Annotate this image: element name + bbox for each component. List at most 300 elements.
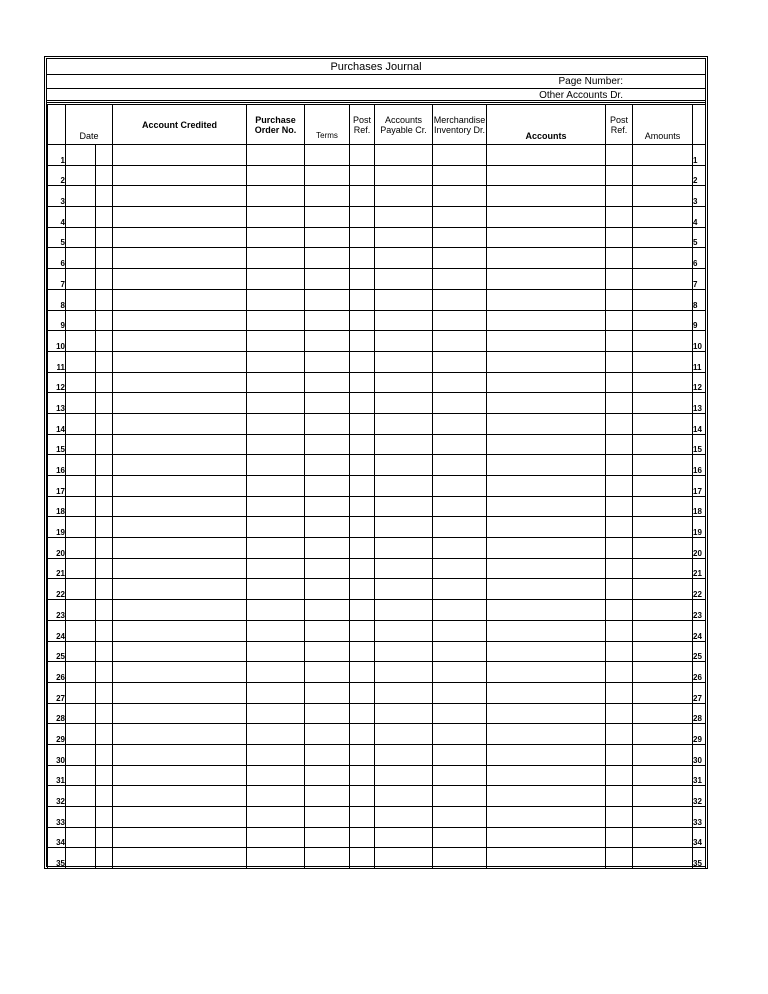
accounts-cell[interactable] xyxy=(487,455,606,476)
accounts-cell[interactable] xyxy=(487,724,606,745)
date-day-cell[interactable] xyxy=(96,517,113,538)
accounts-cell[interactable] xyxy=(487,662,606,683)
accounts-payable-cell[interactable] xyxy=(375,620,433,641)
purchase-order-cell[interactable] xyxy=(247,807,305,828)
terms-cell[interactable] xyxy=(305,413,350,434)
date-month-cell[interactable] xyxy=(66,807,96,828)
post-ref-2-cell[interactable] xyxy=(606,393,633,414)
date-day-cell[interactable] xyxy=(96,413,113,434)
merchandise-inventory-cell[interactable] xyxy=(433,310,487,331)
date-day-cell[interactable] xyxy=(96,331,113,352)
merchandise-inventory-cell[interactable] xyxy=(433,848,487,869)
amount-cell[interactable] xyxy=(633,186,693,207)
merchandise-inventory-cell[interactable] xyxy=(433,289,487,310)
post-ref-cell[interactable] xyxy=(350,538,375,559)
account-credited-cell[interactable] xyxy=(113,682,247,703)
accounts-payable-cell[interactable] xyxy=(375,641,433,662)
post-ref-2-cell[interactable] xyxy=(606,165,633,186)
account-credited-cell[interactable] xyxy=(113,724,247,745)
purchase-order-cell[interactable] xyxy=(247,662,305,683)
accounts-cell[interactable] xyxy=(487,579,606,600)
post-ref-2-cell[interactable] xyxy=(606,145,633,166)
account-credited-cell[interactable] xyxy=(113,372,247,393)
merchandise-inventory-cell[interactable] xyxy=(433,455,487,476)
date-month-cell[interactable] xyxy=(66,248,96,269)
merchandise-inventory-cell[interactable] xyxy=(433,434,487,455)
merchandise-inventory-cell[interactable] xyxy=(433,579,487,600)
purchase-order-cell[interactable] xyxy=(247,641,305,662)
merchandise-inventory-cell[interactable] xyxy=(433,331,487,352)
date-day-cell[interactable] xyxy=(96,393,113,414)
accounts-payable-cell[interactable] xyxy=(375,289,433,310)
post-ref-2-cell[interactable] xyxy=(606,331,633,352)
amount-cell[interactable] xyxy=(633,827,693,848)
account-credited-cell[interactable] xyxy=(113,186,247,207)
date-month-cell[interactable] xyxy=(66,827,96,848)
account-credited-cell[interactable] xyxy=(113,227,247,248)
date-day-cell[interactable] xyxy=(96,351,113,372)
post-ref-2-cell[interactable] xyxy=(606,558,633,579)
purchase-order-cell[interactable] xyxy=(247,517,305,538)
merchandise-inventory-cell[interactable] xyxy=(433,248,487,269)
accounts-payable-cell[interactable] xyxy=(375,827,433,848)
post-ref-2-cell[interactable] xyxy=(606,517,633,538)
date-day-cell[interactable] xyxy=(96,372,113,393)
terms-cell[interactable] xyxy=(305,269,350,290)
accounts-cell[interactable] xyxy=(487,827,606,848)
post-ref-2-cell[interactable] xyxy=(606,827,633,848)
account-credited-cell[interactable] xyxy=(113,207,247,228)
post-ref-2-cell[interactable] xyxy=(606,703,633,724)
terms-cell[interactable] xyxy=(305,351,350,372)
post-ref-cell[interactable] xyxy=(350,848,375,869)
post-ref-2-cell[interactable] xyxy=(606,662,633,683)
amount-cell[interactable] xyxy=(633,393,693,414)
post-ref-cell[interactable] xyxy=(350,641,375,662)
post-ref-2-cell[interactable] xyxy=(606,372,633,393)
post-ref-cell[interactable] xyxy=(350,372,375,393)
accounts-payable-cell[interactable] xyxy=(375,682,433,703)
account-credited-cell[interactable] xyxy=(113,579,247,600)
post-ref-cell[interactable] xyxy=(350,186,375,207)
date-day-cell[interactable] xyxy=(96,207,113,228)
account-credited-cell[interactable] xyxy=(113,827,247,848)
date-month-cell[interactable] xyxy=(66,351,96,372)
merchandise-inventory-cell[interactable] xyxy=(433,393,487,414)
terms-cell[interactable] xyxy=(305,496,350,517)
date-day-cell[interactable] xyxy=(96,662,113,683)
terms-cell[interactable] xyxy=(305,186,350,207)
date-month-cell[interactable] xyxy=(66,765,96,786)
date-day-cell[interactable] xyxy=(96,724,113,745)
amount-cell[interactable] xyxy=(633,662,693,683)
accounts-cell[interactable] xyxy=(487,538,606,559)
accounts-cell[interactable] xyxy=(487,807,606,828)
merchandise-inventory-cell[interactable] xyxy=(433,600,487,621)
date-month-cell[interactable] xyxy=(66,331,96,352)
date-day-cell[interactable] xyxy=(96,744,113,765)
date-day-cell[interactable] xyxy=(96,558,113,579)
merchandise-inventory-cell[interactable] xyxy=(433,186,487,207)
date-month-cell[interactable] xyxy=(66,227,96,248)
merchandise-inventory-cell[interactable] xyxy=(433,827,487,848)
accounts-payable-cell[interactable] xyxy=(375,186,433,207)
amount-cell[interactable] xyxy=(633,682,693,703)
accounts-payable-cell[interactable] xyxy=(375,703,433,724)
terms-cell[interactable] xyxy=(305,248,350,269)
purchase-order-cell[interactable] xyxy=(247,248,305,269)
amount-cell[interactable] xyxy=(633,269,693,290)
terms-cell[interactable] xyxy=(305,807,350,828)
merchandise-inventory-cell[interactable] xyxy=(433,682,487,703)
merchandise-inventory-cell[interactable] xyxy=(433,476,487,497)
terms-cell[interactable] xyxy=(305,434,350,455)
date-day-cell[interactable] xyxy=(96,476,113,497)
date-day-cell[interactable] xyxy=(96,620,113,641)
purchase-order-cell[interactable] xyxy=(247,351,305,372)
accounts-cell[interactable] xyxy=(487,620,606,641)
date-month-cell[interactable] xyxy=(66,786,96,807)
account-credited-cell[interactable] xyxy=(113,310,247,331)
date-month-cell[interactable] xyxy=(66,165,96,186)
accounts-cell[interactable] xyxy=(487,848,606,869)
account-credited-cell[interactable] xyxy=(113,786,247,807)
account-credited-cell[interactable] xyxy=(113,620,247,641)
amount-cell[interactable] xyxy=(633,310,693,331)
amount-cell[interactable] xyxy=(633,600,693,621)
purchase-order-cell[interactable] xyxy=(247,620,305,641)
post-ref-cell[interactable] xyxy=(350,579,375,600)
amount-cell[interactable] xyxy=(633,434,693,455)
account-credited-cell[interactable] xyxy=(113,248,247,269)
accounts-cell[interactable] xyxy=(487,744,606,765)
accounts-payable-cell[interactable] xyxy=(375,538,433,559)
post-ref-cell[interactable] xyxy=(350,600,375,621)
post-ref-2-cell[interactable] xyxy=(606,207,633,228)
post-ref-cell[interactable] xyxy=(350,455,375,476)
account-credited-cell[interactable] xyxy=(113,455,247,476)
accounts-payable-cell[interactable] xyxy=(375,310,433,331)
date-day-cell[interactable] xyxy=(96,600,113,621)
accounts-cell[interactable] xyxy=(487,186,606,207)
post-ref-2-cell[interactable] xyxy=(606,455,633,476)
post-ref-2-cell[interactable] xyxy=(606,641,633,662)
date-day-cell[interactable] xyxy=(96,186,113,207)
accounts-payable-cell[interactable] xyxy=(375,331,433,352)
date-day-cell[interactable] xyxy=(96,827,113,848)
account-credited-cell[interactable] xyxy=(113,145,247,166)
account-credited-cell[interactable] xyxy=(113,662,247,683)
post-ref-2-cell[interactable] xyxy=(606,807,633,828)
date-month-cell[interactable] xyxy=(66,310,96,331)
account-credited-cell[interactable] xyxy=(113,165,247,186)
terms-cell[interactable] xyxy=(305,848,350,869)
post-ref-2-cell[interactable] xyxy=(606,538,633,559)
accounts-payable-cell[interactable] xyxy=(375,807,433,828)
post-ref-2-cell[interactable] xyxy=(606,227,633,248)
date-day-cell[interactable] xyxy=(96,807,113,828)
post-ref-2-cell[interactable] xyxy=(606,620,633,641)
date-day-cell[interactable] xyxy=(96,786,113,807)
accounts-payable-cell[interactable] xyxy=(375,145,433,166)
accounts-cell[interactable] xyxy=(487,207,606,228)
purchase-order-cell[interactable] xyxy=(247,786,305,807)
date-day-cell[interactable] xyxy=(96,289,113,310)
merchandise-inventory-cell[interactable] xyxy=(433,786,487,807)
account-credited-cell[interactable] xyxy=(113,289,247,310)
amount-cell[interactable] xyxy=(633,145,693,166)
terms-cell[interactable] xyxy=(305,538,350,559)
account-credited-cell[interactable] xyxy=(113,496,247,517)
amount-cell[interactable] xyxy=(633,248,693,269)
date-month-cell[interactable] xyxy=(66,145,96,166)
purchase-order-cell[interactable] xyxy=(247,434,305,455)
post-ref-cell[interactable] xyxy=(350,807,375,828)
accounts-cell[interactable] xyxy=(487,496,606,517)
post-ref-2-cell[interactable] xyxy=(606,496,633,517)
date-month-cell[interactable] xyxy=(66,703,96,724)
amount-cell[interactable] xyxy=(633,455,693,476)
post-ref-cell[interactable] xyxy=(350,434,375,455)
account-credited-cell[interactable] xyxy=(113,517,247,538)
accounts-payable-cell[interactable] xyxy=(375,558,433,579)
account-credited-cell[interactable] xyxy=(113,351,247,372)
post-ref-cell[interactable] xyxy=(350,765,375,786)
amount-cell[interactable] xyxy=(633,765,693,786)
amount-cell[interactable] xyxy=(633,703,693,724)
terms-cell[interactable] xyxy=(305,620,350,641)
accounts-payable-cell[interactable] xyxy=(375,413,433,434)
merchandise-inventory-cell[interactable] xyxy=(433,703,487,724)
terms-cell[interactable] xyxy=(305,145,350,166)
merchandise-inventory-cell[interactable] xyxy=(433,413,487,434)
post-ref-cell[interactable] xyxy=(350,496,375,517)
merchandise-inventory-cell[interactable] xyxy=(433,620,487,641)
terms-cell[interactable] xyxy=(305,786,350,807)
terms-cell[interactable] xyxy=(305,744,350,765)
date-month-cell[interactable] xyxy=(66,393,96,414)
date-month-cell[interactable] xyxy=(66,289,96,310)
post-ref-2-cell[interactable] xyxy=(606,724,633,745)
account-credited-cell[interactable] xyxy=(113,600,247,621)
terms-cell[interactable] xyxy=(305,227,350,248)
post-ref-cell[interactable] xyxy=(350,331,375,352)
accounts-payable-cell[interactable] xyxy=(375,579,433,600)
merchandise-inventory-cell[interactable] xyxy=(433,165,487,186)
accounts-cell[interactable] xyxy=(487,227,606,248)
post-ref-cell[interactable] xyxy=(350,207,375,228)
date-day-cell[interactable] xyxy=(96,434,113,455)
accounts-cell[interactable] xyxy=(487,331,606,352)
terms-cell[interactable] xyxy=(305,476,350,497)
purchase-order-cell[interactable] xyxy=(247,331,305,352)
accounts-cell[interactable] xyxy=(487,600,606,621)
post-ref-cell[interactable] xyxy=(350,662,375,683)
date-day-cell[interactable] xyxy=(96,765,113,786)
post-ref-cell[interactable] xyxy=(350,289,375,310)
merchandise-inventory-cell[interactable] xyxy=(433,372,487,393)
post-ref-cell[interactable] xyxy=(350,827,375,848)
accounts-payable-cell[interactable] xyxy=(375,165,433,186)
date-day-cell[interactable] xyxy=(96,682,113,703)
accounts-cell[interactable] xyxy=(487,165,606,186)
amount-cell[interactable] xyxy=(633,372,693,393)
post-ref-2-cell[interactable] xyxy=(606,434,633,455)
accounts-payable-cell[interactable] xyxy=(375,372,433,393)
accounts-payable-cell[interactable] xyxy=(375,724,433,745)
accounts-payable-cell[interactable] xyxy=(375,248,433,269)
merchandise-inventory-cell[interactable] xyxy=(433,724,487,745)
purchase-order-cell[interactable] xyxy=(247,145,305,166)
account-credited-cell[interactable] xyxy=(113,744,247,765)
post-ref-cell[interactable] xyxy=(350,744,375,765)
post-ref-2-cell[interactable] xyxy=(606,765,633,786)
date-month-cell[interactable] xyxy=(66,724,96,745)
date-month-cell[interactable] xyxy=(66,579,96,600)
amount-cell[interactable] xyxy=(633,331,693,352)
account-credited-cell[interactable] xyxy=(113,434,247,455)
accounts-cell[interactable] xyxy=(487,786,606,807)
date-month-cell[interactable] xyxy=(66,682,96,703)
date-day-cell[interactable] xyxy=(96,848,113,869)
accounts-cell[interactable] xyxy=(487,289,606,310)
terms-cell[interactable] xyxy=(305,289,350,310)
amount-cell[interactable] xyxy=(633,744,693,765)
account-credited-cell[interactable] xyxy=(113,848,247,869)
amount-cell[interactable] xyxy=(633,807,693,828)
accounts-payable-cell[interactable] xyxy=(375,269,433,290)
amount-cell[interactable] xyxy=(633,620,693,641)
date-day-cell[interactable] xyxy=(96,538,113,559)
post-ref-2-cell[interactable] xyxy=(606,310,633,331)
post-ref-2-cell[interactable] xyxy=(606,289,633,310)
merchandise-inventory-cell[interactable] xyxy=(433,145,487,166)
date-month-cell[interactable] xyxy=(66,476,96,497)
purchase-order-cell[interactable] xyxy=(247,538,305,559)
accounts-payable-cell[interactable] xyxy=(375,393,433,414)
date-month-cell[interactable] xyxy=(66,744,96,765)
accounts-payable-cell[interactable] xyxy=(375,227,433,248)
purchase-order-cell[interactable] xyxy=(247,289,305,310)
date-month-cell[interactable] xyxy=(66,434,96,455)
amount-cell[interactable] xyxy=(633,207,693,228)
amount-cell[interactable] xyxy=(633,413,693,434)
terms-cell[interactable] xyxy=(305,827,350,848)
purchase-order-cell[interactable] xyxy=(247,455,305,476)
post-ref-cell[interactable] xyxy=(350,413,375,434)
post-ref-2-cell[interactable] xyxy=(606,269,633,290)
accounts-payable-cell[interactable] xyxy=(375,496,433,517)
amount-cell[interactable] xyxy=(633,351,693,372)
date-day-cell[interactable] xyxy=(96,269,113,290)
date-day-cell[interactable] xyxy=(96,703,113,724)
purchase-order-cell[interactable] xyxy=(247,579,305,600)
date-month-cell[interactable] xyxy=(66,641,96,662)
accounts-payable-cell[interactable] xyxy=(375,207,433,228)
purchase-order-cell[interactable] xyxy=(247,227,305,248)
post-ref-2-cell[interactable] xyxy=(606,476,633,497)
purchase-order-cell[interactable] xyxy=(247,207,305,228)
date-month-cell[interactable] xyxy=(66,186,96,207)
amount-cell[interactable] xyxy=(633,165,693,186)
accounts-payable-cell[interactable] xyxy=(375,765,433,786)
accounts-cell[interactable] xyxy=(487,703,606,724)
merchandise-inventory-cell[interactable] xyxy=(433,662,487,683)
merchandise-inventory-cell[interactable] xyxy=(433,207,487,228)
post-ref-2-cell[interactable] xyxy=(606,351,633,372)
accounts-cell[interactable] xyxy=(487,372,606,393)
date-month-cell[interactable] xyxy=(66,455,96,476)
date-month-cell[interactable] xyxy=(66,496,96,517)
account-credited-cell[interactable] xyxy=(113,807,247,828)
date-month-cell[interactable] xyxy=(66,269,96,290)
date-day-cell[interactable] xyxy=(96,248,113,269)
amount-cell[interactable] xyxy=(633,641,693,662)
post-ref-2-cell[interactable] xyxy=(606,682,633,703)
terms-cell[interactable] xyxy=(305,641,350,662)
date-day-cell[interactable] xyxy=(96,227,113,248)
accounts-payable-cell[interactable] xyxy=(375,744,433,765)
post-ref-cell[interactable] xyxy=(350,227,375,248)
purchase-order-cell[interactable] xyxy=(247,413,305,434)
terms-cell[interactable] xyxy=(305,600,350,621)
post-ref-2-cell[interactable] xyxy=(606,600,633,621)
post-ref-cell[interactable] xyxy=(350,703,375,724)
merchandise-inventory-cell[interactable] xyxy=(433,496,487,517)
post-ref-cell[interactable] xyxy=(350,351,375,372)
post-ref-2-cell[interactable] xyxy=(606,413,633,434)
account-credited-cell[interactable] xyxy=(113,331,247,352)
accounts-cell[interactable] xyxy=(487,517,606,538)
post-ref-cell[interactable] xyxy=(350,310,375,331)
accounts-cell[interactable] xyxy=(487,682,606,703)
post-ref-cell[interactable] xyxy=(350,476,375,497)
merchandise-inventory-cell[interactable] xyxy=(433,227,487,248)
purchase-order-cell[interactable] xyxy=(247,765,305,786)
post-ref-cell[interactable] xyxy=(350,786,375,807)
date-month-cell[interactable] xyxy=(66,372,96,393)
terms-cell[interactable] xyxy=(305,662,350,683)
merchandise-inventory-cell[interactable] xyxy=(433,517,487,538)
terms-cell[interactable] xyxy=(305,558,350,579)
accounts-cell[interactable] xyxy=(487,413,606,434)
accounts-cell[interactable] xyxy=(487,765,606,786)
date-month-cell[interactable] xyxy=(66,413,96,434)
account-credited-cell[interactable] xyxy=(113,269,247,290)
accounts-cell[interactable] xyxy=(487,641,606,662)
date-month-cell[interactable] xyxy=(66,600,96,621)
purchase-order-cell[interactable] xyxy=(247,827,305,848)
accounts-cell[interactable] xyxy=(487,351,606,372)
terms-cell[interactable] xyxy=(305,724,350,745)
date-day-cell[interactable] xyxy=(96,455,113,476)
account-credited-cell[interactable] xyxy=(113,641,247,662)
post-ref-cell[interactable] xyxy=(350,269,375,290)
purchase-order-cell[interactable] xyxy=(247,269,305,290)
post-ref-cell[interactable] xyxy=(350,393,375,414)
post-ref-2-cell[interactable] xyxy=(606,786,633,807)
purchase-order-cell[interactable] xyxy=(247,165,305,186)
terms-cell[interactable] xyxy=(305,310,350,331)
amount-cell[interactable] xyxy=(633,227,693,248)
accounts-cell[interactable] xyxy=(487,393,606,414)
post-ref-2-cell[interactable] xyxy=(606,248,633,269)
post-ref-cell[interactable] xyxy=(350,165,375,186)
date-day-cell[interactable] xyxy=(96,641,113,662)
accounts-payable-cell[interactable] xyxy=(375,600,433,621)
post-ref-cell[interactable] xyxy=(350,558,375,579)
post-ref-2-cell[interactable] xyxy=(606,744,633,765)
